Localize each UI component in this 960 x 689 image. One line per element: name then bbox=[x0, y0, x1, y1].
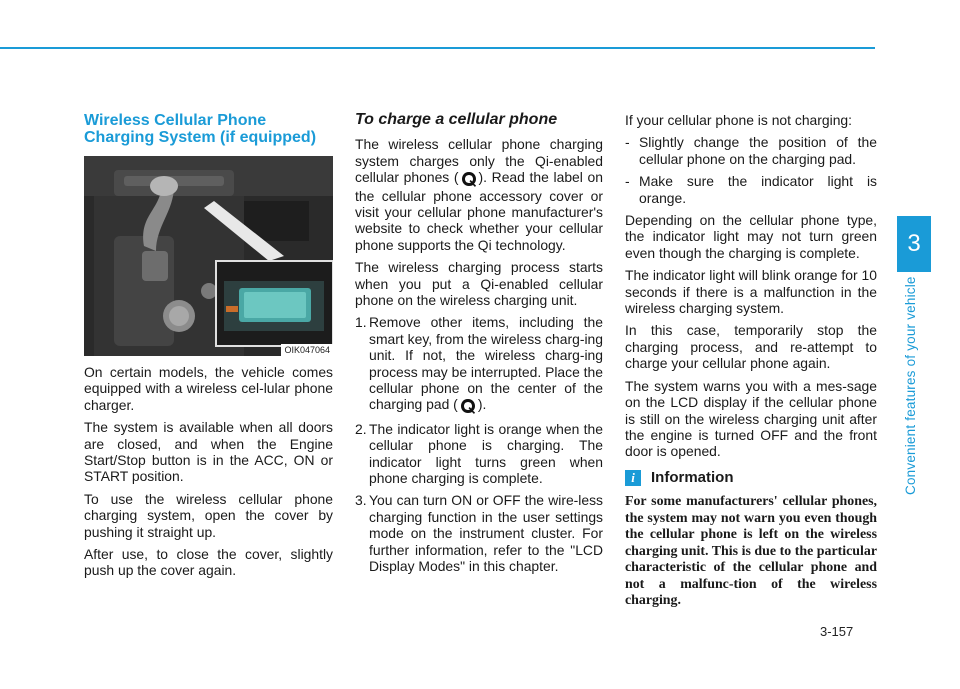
list-item: 1. Remove other items, including the smart key, from the wireless charg-ing unit. If not, the wireless charg-ing process may be interrupted. Place the cellular phone on the center of the charging pad ( ). bbox=[355, 314, 603, 414]
paragraph: The wireless cellular phone charging system charges only the Qi-enabled cellular phones ( ). Read the label on the cellular phone accessory cover or visit your cellular phone manufacturer's website to check whether your cellular phone supports the Qi technology. bbox=[355, 136, 603, 253]
list-item: - Slightly change the position of the cellular phone on the charging pad. bbox=[625, 134, 877, 167]
header-rule bbox=[0, 47, 875, 49]
column-3 bbox=[625, 112, 877, 616]
chapter-title-vertical: Convenient features of your vehicle bbox=[903, 276, 918, 495]
paragraph: The wireless charging process starts when you put a Qi-enabled cellular phone on the wireless charging unit. bbox=[355, 259, 603, 308]
list-item: - Make sure the indicator light is orange. bbox=[625, 173, 877, 206]
paragraph: If your cellular phone is not charging: bbox=[625, 112, 853, 128]
console-photo bbox=[84, 156, 333, 356]
qi-wireless-icon bbox=[460, 397, 476, 415]
image-code: OIK047064 bbox=[281, 344, 333, 356]
paragraph: The system warns you with a mes-sage on the LCD display if the cellular phone is still on the wireless charging unit after the engine is turned OFF and the front door is opened. bbox=[625, 377, 877, 460]
chapter-tab: 3 bbox=[897, 216, 931, 272]
paragraph: In this case, temporarily stop the charging process, and re-attempt to charge your cellular phone again. bbox=[625, 322, 877, 372]
paragraph: The system is available when all doors are closed, and when the Engine Start/Stop button is in the ACC, ON or START position. bbox=[84, 419, 333, 485]
qi-wireless-icon bbox=[461, 170, 477, 188]
paragraph: After use, to close the cover, slightly push up the cover again. bbox=[84, 546, 333, 579]
bullet-list bbox=[625, 134, 877, 206]
paragraph: The indicator light will blink orange for 10 seconds if there is a malfunction in the wireless charging system. bbox=[625, 267, 877, 317]
subsection-heading: To charge a cellular phone bbox=[355, 111, 558, 128]
column-2 bbox=[355, 112, 603, 580]
column-1-text bbox=[84, 364, 333, 585]
column-1 bbox=[84, 112, 333, 146]
list-item: 3. You can turn ON or OFF the wire-less charging function in the user settings mode on the instrument cluster. For further information, refer to the "LCD Display Modes" in this chapter. bbox=[355, 492, 603, 574]
paragraph: On certain models, the vehicle comes equipped with a wireless cel-lular phone charger. bbox=[84, 364, 333, 413]
steps-list bbox=[355, 314, 603, 574]
paragraph: To use the wireless cellular phone charging system, open the cover by pushing it straight up. bbox=[84, 490, 333, 540]
info-title: Information bbox=[651, 468, 734, 486]
section-heading: Wireless Cellular Phone Charging System (if equipped) bbox=[84, 112, 317, 146]
info-header bbox=[625, 470, 877, 486]
page-number: 3-157 bbox=[820, 624, 854, 639]
list-item: 2. The indicator light is orange when the cellular phone is charging. The indicator light turns green when phone charging is complete. bbox=[355, 420, 603, 486]
paragraph: Depending on the cellular phone type, the indicator light may not turn green even though the charging is complete. bbox=[625, 212, 877, 261]
info-icon: i bbox=[625, 470, 641, 486]
info-text: For some manufacturers' cellular phones, the system may not warn you even though the cellular phone is left on the wireless charging unit. This is due to the particular characteristic of the cellular phone and not a malfunc-tion of the wireless charging. bbox=[625, 494, 877, 609]
